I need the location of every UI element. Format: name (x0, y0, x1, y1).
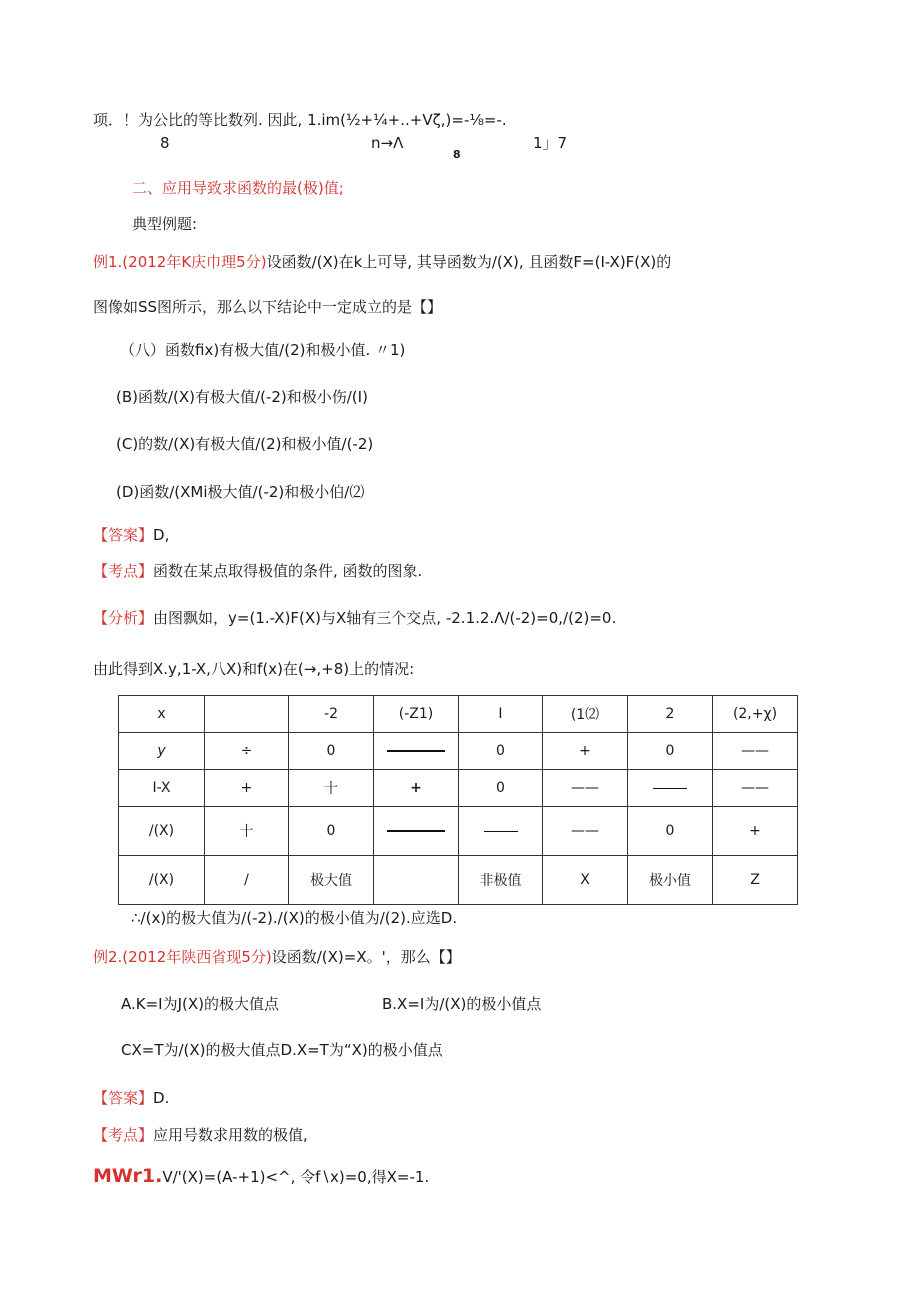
key-point-text: 函数在某点取得极值的条件, 函数的图象. (153, 562, 423, 580)
table-row (119, 770, 798, 807)
answer (93, 1088, 169, 1108)
table-cell (205, 696, 289, 733)
formula-sub: 8 (160, 134, 170, 152)
table-cell: 非极值 (459, 856, 543, 905)
table-cell: + (543, 733, 628, 770)
table-cell: 十 (205, 807, 289, 856)
option-c: (C)的数/(X)有极大值/(2)和极小值/(-2) (116, 435, 374, 453)
table-cell: —— (543, 770, 628, 807)
table-cell: /(X) (119, 807, 205, 856)
analysis-text: 由图飘如，y=(1.-X)F(X)与X轴有三个交点, -2.1.2.Λ/(-2)=0,/(2)=0. (153, 609, 617, 627)
table-cell: y (119, 733, 205, 770)
table-cell: + (205, 770, 289, 807)
table-cell: (1⑵ (543, 696, 628, 733)
table-cell: 0 (289, 733, 374, 770)
sign-table (118, 695, 798, 905)
table-cell: —— (713, 770, 798, 807)
table-cell (459, 807, 543, 856)
formula-sub: 8 (453, 148, 461, 161)
table-cell: + (374, 770, 459, 807)
key-point (93, 561, 422, 581)
option-b: B.X=I为/(X)的极小值点 (382, 995, 542, 1013)
table-row (119, 733, 798, 770)
formula-sub: n→Λ (371, 134, 404, 152)
table-cell: 0 (628, 807, 713, 856)
table-cell: 极小值 (628, 856, 713, 905)
table-cell: -2 (289, 696, 374, 733)
table-cell: I-X (119, 770, 205, 807)
key-point-label: 【考点】 (93, 1126, 154, 1144)
table-cell: / (205, 856, 289, 905)
minus-sign (387, 750, 445, 752)
table-cell: X (543, 856, 628, 905)
table-cell: 0 (459, 733, 543, 770)
example-label: 例2.(2012年陕西省现5分) (93, 948, 272, 966)
table-cell: ÷ (205, 733, 289, 770)
option-a: A.K=I为J(X)的极大值点 (121, 995, 279, 1013)
solution-label: MWr1. (93, 1165, 163, 1187)
table-cell: 0 (459, 770, 543, 807)
solution-text: V/'(X)=(A-+1)<^, 令f∖x)=0,得X=-1. (162, 1168, 430, 1186)
table-cell (374, 856, 459, 905)
table-cell: (2,+χ) (713, 696, 798, 733)
section-title: 二、应用导致求函数的最(极)值; (132, 179, 344, 197)
key-point-label: 【考点】 (93, 562, 154, 580)
option-b: (B)函数/(X)有极大值/(-2)和极小伤/(I) (116, 388, 368, 406)
analysis (93, 608, 616, 628)
table-cell (374, 733, 459, 770)
answer-label: 【答案】 (93, 1089, 154, 1107)
table-cell (374, 807, 459, 856)
table-cell: /(X) (119, 856, 205, 905)
derivation-text: 由此得到X.y,1-X,八X)和f(x)在(→,+8)上的情况: (93, 660, 415, 678)
table-cell: x (119, 696, 205, 733)
key-point (93, 1125, 308, 1145)
example-1-question (93, 252, 671, 272)
table-cell: 2 (628, 696, 713, 733)
example-text: 设函数/(X)在k上可导, 其导函数为/(X), 且函数F=(I-X)F(X)的 (266, 253, 672, 271)
table-cell: I (459, 696, 543, 733)
solution-line (93, 1166, 429, 1187)
text-line: 项．！为公比的等比数列. 因此, 1.im(½+¼+..+Vζ,)=-⅛=-. (93, 111, 507, 129)
table-cell: + (713, 807, 798, 856)
analysis-label: 【分析】 (93, 609, 154, 627)
option-cd: CX=T为/(X)的极大值点D.X=T为“X)的极小值点 (121, 1041, 443, 1059)
example-label: 例1.(2012年K庆巾理5分) (93, 253, 267, 271)
table-cell: (-Z1) (374, 696, 459, 733)
minus-sign (484, 831, 518, 832)
key-point-text: 应用号数求用数的极值, (153, 1126, 308, 1144)
answer-label: 【答案】 (93, 526, 154, 544)
answer-value: D, (153, 526, 170, 544)
table-cell: —— (543, 807, 628, 856)
formula-sub: 1」7 (533, 134, 568, 152)
example-2-question (93, 947, 461, 967)
answer (93, 525, 169, 545)
table-cell: —— (713, 733, 798, 770)
example-text: 设函数/(X)=X。'，那么【】 (271, 948, 461, 966)
table-cell: 0 (628, 733, 713, 770)
conclusion: ∴/(x)的极大值为/(-2)./(X)的极小值为/(2).应选D. (131, 909, 458, 927)
option-a: （八）函数fix)有极大值/(2)和极小值. 〃1) (120, 341, 406, 359)
table-cell: 0 (289, 807, 374, 856)
table-row (119, 856, 798, 905)
option-d: (D)函数/(XMi极大值/(-2)和极小伯/⑵ (116, 483, 365, 501)
table-cell: 十 (289, 770, 374, 807)
answer-value: D. (153, 1089, 170, 1107)
table-cell: 极大值 (289, 856, 374, 905)
table-row (119, 807, 798, 856)
minus-sign (387, 830, 445, 832)
table-cell: Z (713, 856, 798, 905)
table-cell (628, 770, 713, 807)
subheading: 典型例题: (132, 215, 198, 233)
table-row (119, 696, 798, 733)
minus-sign (653, 788, 687, 789)
example-text: 图像如SS图所示，那么以下结论中一定成立的是【】 (93, 298, 443, 316)
